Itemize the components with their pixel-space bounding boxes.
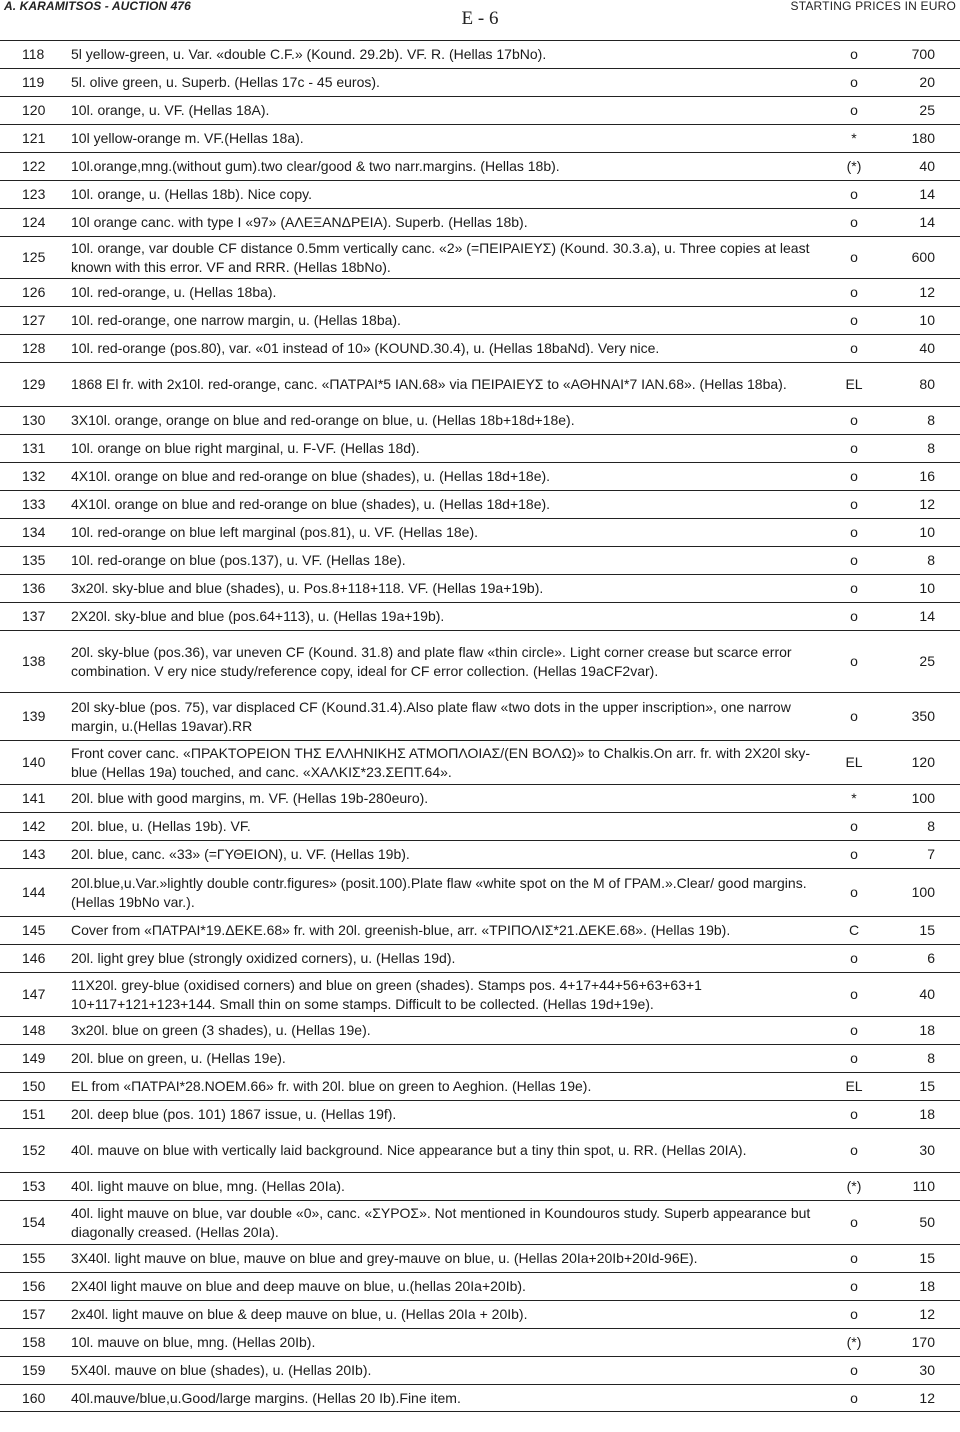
lot-condition: o (850, 552, 858, 568)
lot-description-text: 40l. mauve on blue with vertically laid background. Nice appearance but a tiny thin spot, u. RR. (Hellas 20IA). (71, 1142, 747, 1158)
lot-number: 130 (22, 412, 46, 428)
lot-price: 8 (927, 412, 935, 428)
lot-condition: * (851, 130, 857, 146)
lot-price: 18 (919, 1106, 935, 1122)
lot-description (71, 1245, 832, 1272)
lot-row (0, 518, 960, 546)
lot-condition: o (850, 1389, 858, 1406)
lot-price: 25 (919, 653, 935, 669)
lot-number: 141 (22, 790, 46, 806)
lot-condition: o (850, 708, 858, 724)
lot-description (71, 575, 832, 602)
lot-description (71, 237, 832, 278)
lot-condition: o (850, 846, 858, 862)
lot-number: 145 (22, 922, 46, 938)
lot-condition: o (850, 986, 858, 1002)
lot-description-text: 20l. light grey blue (strongly oxidized corners), u. (Hellas 19d). (71, 950, 456, 966)
lot-condition: o (850, 1250, 858, 1266)
lot-description (71, 547, 832, 574)
lot-number: 133 (22, 496, 46, 512)
lot-condition: o (850, 580, 858, 596)
lot-description-text: 3X10l. orange, orange on blue and red-orange on blue, u. (Hellas 18b+18d+18e). (71, 412, 575, 428)
lot-condition: o (850, 284, 858, 300)
lot-description (71, 1357, 832, 1384)
lot-number: 138 (22, 653, 46, 669)
lot-number: 131 (22, 440, 46, 456)
lot-price: 8 (927, 818, 935, 834)
lot-row (0, 1328, 960, 1356)
lot-condition: o (850, 1362, 858, 1378)
lot-row (0, 1244, 960, 1272)
lot-number: 132 (22, 468, 46, 484)
lot-price: 12 (919, 1389, 935, 1406)
lot-description (71, 973, 832, 1016)
lot-description (71, 435, 832, 462)
lot-row (0, 546, 960, 574)
lot-number: 144 (22, 884, 46, 900)
lot-description-text: 20l. blue, u. (Hellas 19b). VF. (71, 818, 251, 834)
lot-condition: o (850, 468, 858, 484)
lot-description-text: 5X40l. mauve on blue (shades), u. (Hellas 20Ib). (71, 1362, 372, 1378)
lot-description-text: 10l. orange, u. (Hellas 18b). Nice copy. (71, 186, 312, 202)
lot-number: 155 (22, 1250, 46, 1266)
lot-description (71, 1017, 832, 1044)
lot-description (71, 1101, 832, 1128)
lot-condition: o (850, 1214, 858, 1230)
lot-description-text: 4X10l. orange on blue and red-orange on blue (shades), u. (Hellas 18d+18e). (71, 496, 551, 512)
lot-price: 15 (919, 922, 935, 938)
lot-description (71, 741, 832, 784)
price-note: STARTING PRICES IN EURO (790, 0, 956, 13)
lot-condition: o (850, 1022, 858, 1038)
lot-row (0, 574, 960, 602)
lot-description (71, 785, 832, 812)
lot-number: 134 (22, 524, 46, 540)
lot-description-text: 10l. red-orange (pos.80), var. «01 instead of 10» (KOUND.30.4), u. (Hellas 18baNd). Very nice. (71, 340, 660, 356)
lot-description-text: 10l yellow-orange m. VF.(Hellas 18a). (71, 130, 304, 146)
lot-description-text: 3x20l. sky-blue and blue (shades), u. Pos.8+118+118. VF. (Hellas 19a+19b). (71, 580, 544, 596)
lot-price: 350 (911, 708, 935, 724)
auction-title: A. KARAMITSOS - AUCTION 476 (4, 0, 191, 13)
lot-price: 7 (927, 846, 935, 862)
lot-condition: o (850, 496, 858, 512)
lot-row (0, 334, 960, 362)
lot-condition: o (850, 653, 858, 669)
lot-condition: o (850, 186, 858, 202)
lot-number: 158 (22, 1334, 46, 1350)
lot-description (71, 181, 832, 208)
lot-condition: o (850, 312, 858, 328)
lot-description-text: 4X10l. orange on blue and red-orange on blue (shades), u. (Hellas 18d+18e). (71, 468, 551, 484)
lot-description-text: 20l sky-blue (pos. 75), var displaced CF (Kound.31.4).Also plate flaw «two dots in the upper inscription», one narrow margin, u.(Hellas 19avar).RR (71, 698, 791, 734)
lot-row (0, 602, 960, 630)
lot-condition: o (850, 1050, 858, 1066)
lot-condition: EL (845, 1078, 863, 1094)
lot-description-text: 2X40l light mauve on blue and deep mauve on blue, u.(hellas 20Ia+20Ib). (71, 1278, 526, 1294)
lot-row (0, 1200, 960, 1244)
lot-price: 40 (919, 340, 935, 356)
lot-price: 8 (927, 440, 935, 456)
lot-description (71, 97, 832, 124)
lot-description (71, 841, 832, 868)
lot-price: 30 (919, 1142, 935, 1158)
lot-row (0, 784, 960, 812)
lot-row (0, 180, 960, 208)
lot-number: 119 (22, 74, 45, 90)
lot-description (71, 69, 832, 96)
lot-row (0, 1300, 960, 1328)
lot-number: 159 (22, 1362, 46, 1378)
lot-number: 124 (22, 214, 46, 230)
page-number: E - 6 (461, 8, 499, 29)
lot-description-text: 10l. red-orange on blue (pos.137), u. VF. (Hellas 18e). (71, 552, 406, 568)
lot-description-text: 20l. blue on green, u. (Hellas 19e). (71, 1050, 286, 1066)
lot-description (71, 363, 832, 406)
lot-condition: o (850, 524, 858, 540)
lot-description-text: 20l. deep blue (pos. 101) 1867 issue, u. (Hellas 19f). (71, 1106, 397, 1122)
lot-price: 12 (919, 284, 935, 300)
lot-price: 10 (919, 312, 935, 328)
lot-row (0, 630, 960, 692)
lot-number: 123 (22, 186, 46, 202)
lot-description-text: 10l. red-orange, one narrow margin, u. (Hellas 18ba). (71, 312, 401, 328)
lot-price: 700 (911, 46, 935, 62)
lot-row (0, 692, 960, 740)
lot-description-text: Front cover canc. «ΠΡΑΚΤΟΡΕΙΟΝ ΤΗΣ ΕΛΛΗΝΙΚΗΣ ΑΤΜΟΠΛΟΙΑΣ/(ΕΝ ΒΟΛΩ)» to Chalkis.On arr. fr. with 2X20l sky-blue (Hellas 19a) touched, and canc. «ΧΑΛΚΙΣ*23.ΣΕΠΤ.64». (71, 744, 810, 780)
lot-description (71, 519, 832, 546)
lot-description (71, 813, 832, 840)
lot-description-text: 3x20l. blue on green (3 shades), u. (Hellas 19e). (71, 1022, 371, 1038)
lot-number: 152 (22, 1142, 46, 1158)
lot-row (0, 1272, 960, 1300)
lot-number: 151 (22, 1106, 46, 1122)
lot-row (0, 972, 960, 1016)
lot-description-text: 40l. light mauve on blue, mng. (Hellas 20Ia). (71, 1178, 345, 1194)
lot-price: 50 (919, 1214, 935, 1230)
lot-price: 14 (919, 186, 935, 202)
lot-number: 136 (22, 580, 46, 596)
lot-number: 122 (22, 158, 46, 174)
lot-number: 137 (22, 608, 46, 624)
lot-price: 18 (919, 1022, 935, 1038)
lot-description-text: 20l. blue with good margins, m. VF. (Hellas 19b-280euro). (71, 790, 429, 806)
lot-price: 16 (919, 468, 935, 484)
lot-number: 160 (22, 1389, 46, 1406)
lot-condition: o (850, 440, 858, 456)
lot-row (0, 434, 960, 462)
lot-description-text: 20l.blue,u.Var.»lightly double contr.figures» (posit.100).Plate flaw «white spot on the M of ΓΡΑΜ.».Clear/ good margins. (Hellas 19bNo var.). (71, 874, 807, 910)
lot-condition: o (850, 74, 858, 90)
lot-description (71, 1201, 832, 1244)
lot-number: 125 (22, 249, 46, 265)
lot-number: 126 (22, 284, 46, 300)
lot-number: 120 (22, 102, 46, 118)
lot-condition: o (850, 1106, 858, 1122)
lot-condition: EL (845, 376, 863, 392)
lot-row (0, 1072, 960, 1100)
lot-row (0, 362, 960, 406)
lot-number: 128 (22, 340, 46, 356)
lot-number: 147 (22, 986, 46, 1002)
lot-price: 15 (919, 1250, 935, 1266)
lot-description (71, 1173, 832, 1200)
lot-row (0, 1016, 960, 1044)
lot-description (71, 869, 832, 916)
lot-description (71, 407, 832, 434)
lot-description (71, 1329, 832, 1356)
lot-price: 25 (919, 102, 935, 118)
lot-condition: o (850, 950, 858, 966)
lot-description-text: 10l. orange, u. VF. (Hellas 18A). (71, 102, 270, 118)
lot-price: 170 (911, 1334, 935, 1350)
lot-condition: o (850, 818, 858, 834)
lot-condition: o (850, 340, 858, 356)
lot-description-text: 5l. olive green, u. Superb. (Hellas 17c - 45 euros). (71, 74, 380, 90)
lot-description (71, 1273, 832, 1300)
lot-row (0, 840, 960, 868)
lot-number: 146 (22, 950, 46, 966)
lot-description-text: 10l orange canc. with type I «97» (ΑΛΕΞΑΝΔΡΕΙΑ). Superb. (Hellas 18b). (71, 214, 528, 230)
lot-row (0, 96, 960, 124)
lot-condition: (*) (846, 1334, 862, 1350)
lot-number: 154 (22, 1214, 46, 1230)
lot-description (71, 631, 832, 692)
lot-description-text: 1868 El fr. with 2x10l. red-orange, canc. «ΠΑΤΡΑΙ*5 ΙΑΝ.68» via ΠΕΙΡΑΙΕΥΣ to «ΑΘΗΝΑΙ*7 ΙΑΝ.68». (Hellas 18ba). (71, 376, 787, 392)
lot-price: 80 (919, 376, 935, 392)
lot-price: 40 (919, 158, 935, 174)
lot-row (0, 68, 960, 96)
lot-row (0, 1384, 960, 1412)
lot-price: 8 (927, 552, 935, 568)
lot-condition: o (850, 1142, 858, 1158)
lot-description-text: 10l. orange, var double CF distance 0.5mm vertically canc. «2» (=ΠΕΙΡΑΙΕΥΣ) (Kound. 30.3.a), u. Three copies at least known with this error. VF and RRR. (Hellas 18bNo). (71, 239, 810, 275)
lot-number: 153 (22, 1178, 46, 1194)
lot-description (71, 945, 832, 972)
lot-number: 129 (22, 376, 46, 392)
lot-description (71, 1073, 832, 1100)
lot-number: 121 (22, 130, 46, 146)
lot-price: 6 (927, 950, 935, 966)
lot-number: 143 (22, 846, 46, 862)
lot-price: 110 (912, 1178, 935, 1194)
lot-price: 15 (919, 1078, 935, 1094)
lot-price: 14 (919, 214, 935, 230)
lot-number: 148 (22, 1022, 46, 1038)
lot-row (0, 944, 960, 972)
lot-condition: o (850, 884, 858, 900)
lot-price: 120 (911, 754, 935, 770)
lot-number: 127 (22, 312, 46, 328)
lot-description-text: 11X20l. grey-blue (oxidised corners) and blue on green (shades). Stamps pos. 4+17+44+56+63+63+1 10+117+121+123+144. Small thin on some stamps. Difficult to be collected. (Hellas 19d+19e). (71, 976, 702, 1012)
lot-price: 600 (911, 249, 935, 265)
lot-condition: o (850, 249, 858, 265)
lot-row (0, 740, 960, 784)
lot-condition: o (850, 412, 858, 428)
lot-row (0, 1172, 960, 1200)
lot-price: 100 (911, 790, 935, 806)
lot-description (71, 1045, 832, 1072)
lot-number: 157 (22, 1306, 46, 1322)
lot-number: 139 (22, 708, 46, 724)
lot-description (71, 463, 832, 490)
lot-row (0, 40, 960, 68)
lot-condition: o (850, 46, 858, 62)
lot-description-text: 5l yellow-green, u. Var. «double C.F.» (Kound. 29.2b). VF. R. (Hellas 17bNo). (71, 46, 547, 62)
lot-number: 140 (22, 754, 46, 770)
lot-price: 10 (919, 524, 935, 540)
lot-description (71, 1385, 832, 1411)
lot-row (0, 462, 960, 490)
lot-row (0, 208, 960, 236)
lot-description (71, 307, 832, 334)
lot-row (0, 1128, 960, 1172)
lot-price: 18 (919, 1278, 935, 1294)
lot-condition: o (850, 102, 858, 118)
lot-price: 8 (927, 1050, 935, 1066)
lot-price: 20 (919, 74, 935, 90)
lot-condition: EL (845, 754, 863, 770)
lot-description-text: 2X20l. sky-blue and blue (pos.64+113), u. (Hellas 19a+19b). (71, 608, 445, 624)
lot-description-text: 20l. blue, canc. «33» (=ΓΥΘΕΙΟΝ), u. VF. (Hellas 19b). (71, 846, 410, 862)
lot-description (71, 917, 832, 944)
lot-row (0, 278, 960, 306)
lot-row (0, 152, 960, 180)
lot-row (0, 306, 960, 334)
lot-description (71, 153, 832, 180)
lot-description-text: 20l. sky-blue (pos.36), var uneven CF (Kound. 31.8) and plate flaw «thin circle». Light corner crease but scarce error combination. V ery nice study/reference copy, ideal for CF error collection. (Hellas 19aCF2var). (71, 643, 792, 679)
page-header (0, 0, 960, 40)
lot-number: 142 (22, 818, 46, 834)
lot-row (0, 916, 960, 944)
lot-description (71, 335, 832, 362)
lot-number: 156 (22, 1278, 46, 1294)
lot-condition: (*) (846, 1178, 862, 1194)
lot-row (0, 1044, 960, 1072)
lot-description-text: 10l. red-orange, u. (Hellas 18ba). (71, 284, 277, 300)
lot-row (0, 1100, 960, 1128)
lot-description-text: 40l.mauve/blue,u.Good/large margins. (Hellas 20 Ib).Fine item. (71, 1389, 461, 1406)
lot-row (0, 1356, 960, 1384)
lot-price: 180 (911, 130, 935, 146)
lot-number: 135 (22, 552, 46, 568)
lot-price: 40 (919, 986, 935, 1002)
lot-description-text: Cover from «ΠΑΤΡΑΙ*19.ΔΕΚΕ.68» fr. with 20l. greenish-blue, arr. «ΤΡΙΠΟΛΙΣ*21.ΔΕΚΕ.68». (Hellas 19b). (71, 922, 731, 938)
lot-number: 150 (22, 1078, 46, 1094)
lot-number: 118 (22, 46, 45, 62)
lot-row (0, 490, 960, 518)
lot-description (71, 209, 832, 236)
lot-price: 30 (919, 1362, 935, 1378)
lot-description-text: 10l. orange on blue right marginal, u. F-VF. (Hellas 18d). (71, 440, 420, 456)
lot-price: 14 (919, 608, 935, 624)
lot-price: 10 (919, 580, 935, 596)
lot-row (0, 812, 960, 840)
lots-table (0, 40, 960, 1412)
lot-description (71, 279, 832, 306)
lot-description (71, 693, 832, 740)
lot-row (0, 236, 960, 278)
lot-condition: o (850, 1278, 858, 1294)
lot-row (0, 406, 960, 434)
lot-condition: (*) (846, 158, 862, 174)
lot-row (0, 868, 960, 916)
lot-description (71, 41, 832, 68)
lot-condition: C (848, 922, 860, 938)
lot-price: 12 (919, 1306, 935, 1322)
lot-condition: * (851, 790, 857, 806)
lot-number: 149 (22, 1050, 46, 1066)
lot-condition: o (850, 214, 858, 230)
lot-description (71, 603, 832, 630)
lot-description (71, 1129, 832, 1172)
lot-condition: o (850, 1306, 858, 1322)
lot-description-text: EL from «ΠΑΤΡΑΙ*28.ΝΟΕΜ.66» fr. with 20l. blue on green to Aeghion. (Hellas 19e). (71, 1078, 592, 1094)
lot-description-text: 2x40l. light mauve on blue & deep mauve on blue, u. (Hellas 20Ia + 20Ib). (71, 1306, 528, 1322)
lot-description-text: 10l. red-orange on blue left marginal (pos.81), u. VF. (Hellas 18e). (71, 524, 478, 540)
lot-description (71, 125, 832, 152)
lot-price: 100 (911, 884, 935, 900)
lot-description-text: 3X40l. light mauve on blue, mauve on blue and grey-mauve on blue, u. (Hellas 20Ia+20Ib+20Id-96E). (71, 1250, 698, 1266)
lot-description (71, 491, 832, 518)
lot-description (71, 1301, 832, 1328)
lot-description-text: 10l. mauve on blue, mng. (Hellas 20Ib). (71, 1334, 316, 1350)
lot-price: 12 (919, 496, 935, 512)
lot-condition: o (850, 608, 858, 624)
lot-description-text: 10l.orange,mng.(without gum).two clear/good & two narr.margins. (Hellas 18b). (71, 158, 560, 174)
lot-description-text: 40l. light mauve on blue, var double «0», canc. «ΣΥΡΟΣ». Not mentioned in Koundouros study. Superb appearance but diagonally creased. (Hellas 20Ia). (71, 1204, 811, 1240)
lot-row (0, 124, 960, 152)
